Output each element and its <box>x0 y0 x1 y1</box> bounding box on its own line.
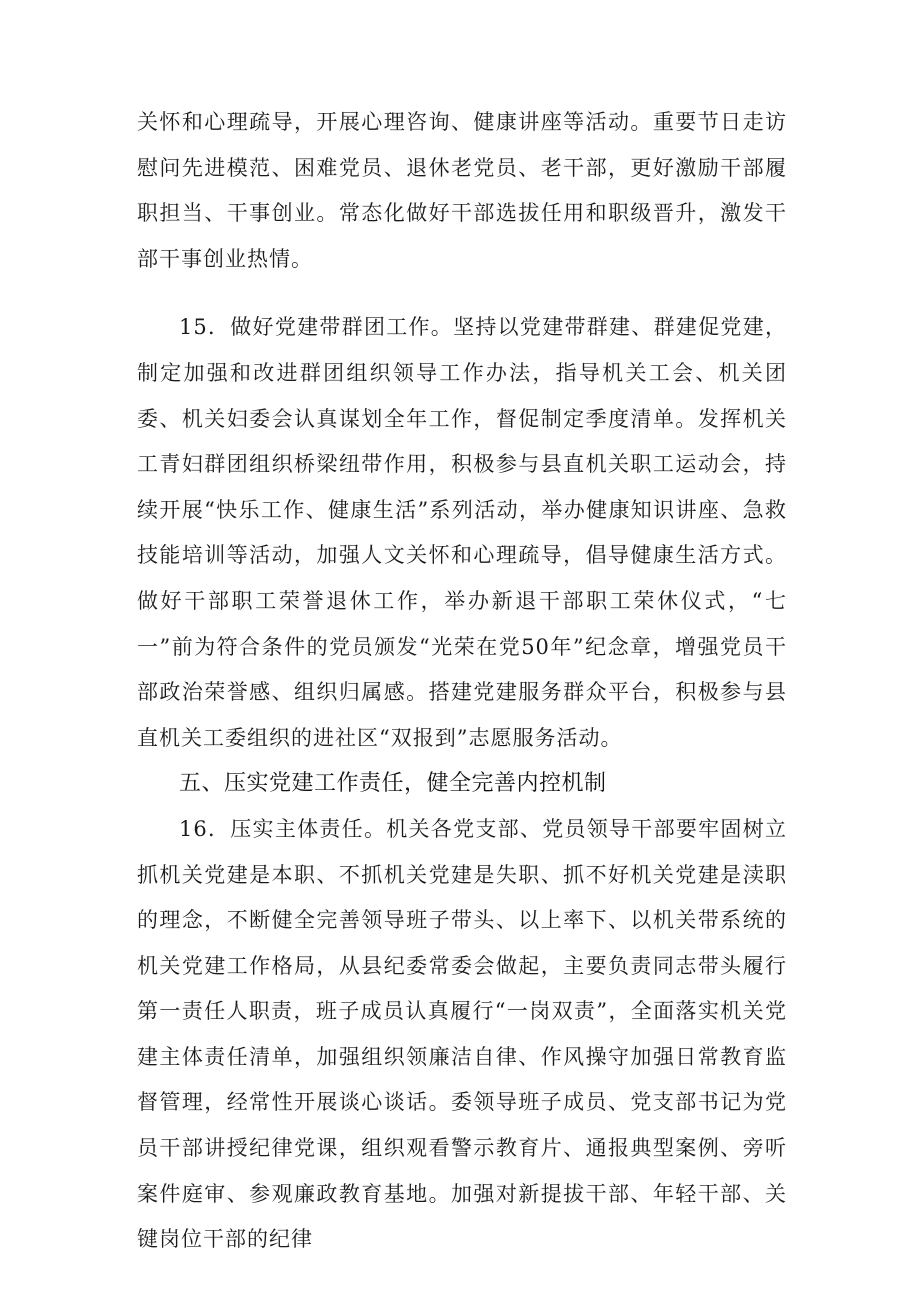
paragraph-continuation: 关怀和心理疏导，开展心理咨询、健康讲座等活动。重要节日走访慰问先进模范、困难党员、退休老党员、老干部，更好激励干部履职担当、干事创业。常态化做好干部选拔任用和职级晋升，激发干部干事创业热情。 <box>137 110 787 271</box>
paragraph-item-16: 16．压实主体责任。机关各党支部、党员领导干部要牢固树立抓机关党建是本职、不抓机关党建是失职、抓不好机关党建是渎职的理念，不断健全完善领导班子带头、以上率下、以机关带系统的机关党建工作格局，从县纪委常委会做起，主要负责同志带头履行第一责任人职责，班子成员认真履行“一岗双责”，全面落实机关党建主体责任清单，加强组织领廉洁自律、作风操守加强日常教育监督管理，经常性开展谈心谈话。委领导班子成员、党支部书记为党员干部讲授纪律党课，组织观看警示教育片、通报典型案例、旁听案件庭审、参观廉政教育基地。加强对新提拔干部、年轻干部、关键岗位干部的纪律 <box>137 816 787 1252</box>
document-body <box>137 100 787 1263</box>
section-heading-5: 五、压实党建工作责任，健全完善内控机制 <box>179 771 607 797</box>
paragraph-item-15: 15．做好党建带群团工作。坚持以党建带群建、群建促党建，制定加强和改进群团组织领导工作办法，指导机关工会、机关团委、机关妇委会认真谋划全年工作，督促制定季度清单。发挥机关工青妇群团组织桥梁纽带作用，积极参与县直机关职工运动会，持续开展“快乐工作、健康生活”系列活动，举办健康知识讲座、急救技能培训等活动，加强人文关怀和心理疏导，倡导健康生活方式。做好干部职工荣誉退休工作，举办新退干部职工荣休仪式，“七一”前为符合条件的党员颁发“光荣在党50年”纪念章，增强党员干部政治荣誉感、组织归属感。搭建党建服务群众平台，积极参与县直机关工委组织的进社区“双报到”志愿服务活动。 <box>137 315 787 750</box>
